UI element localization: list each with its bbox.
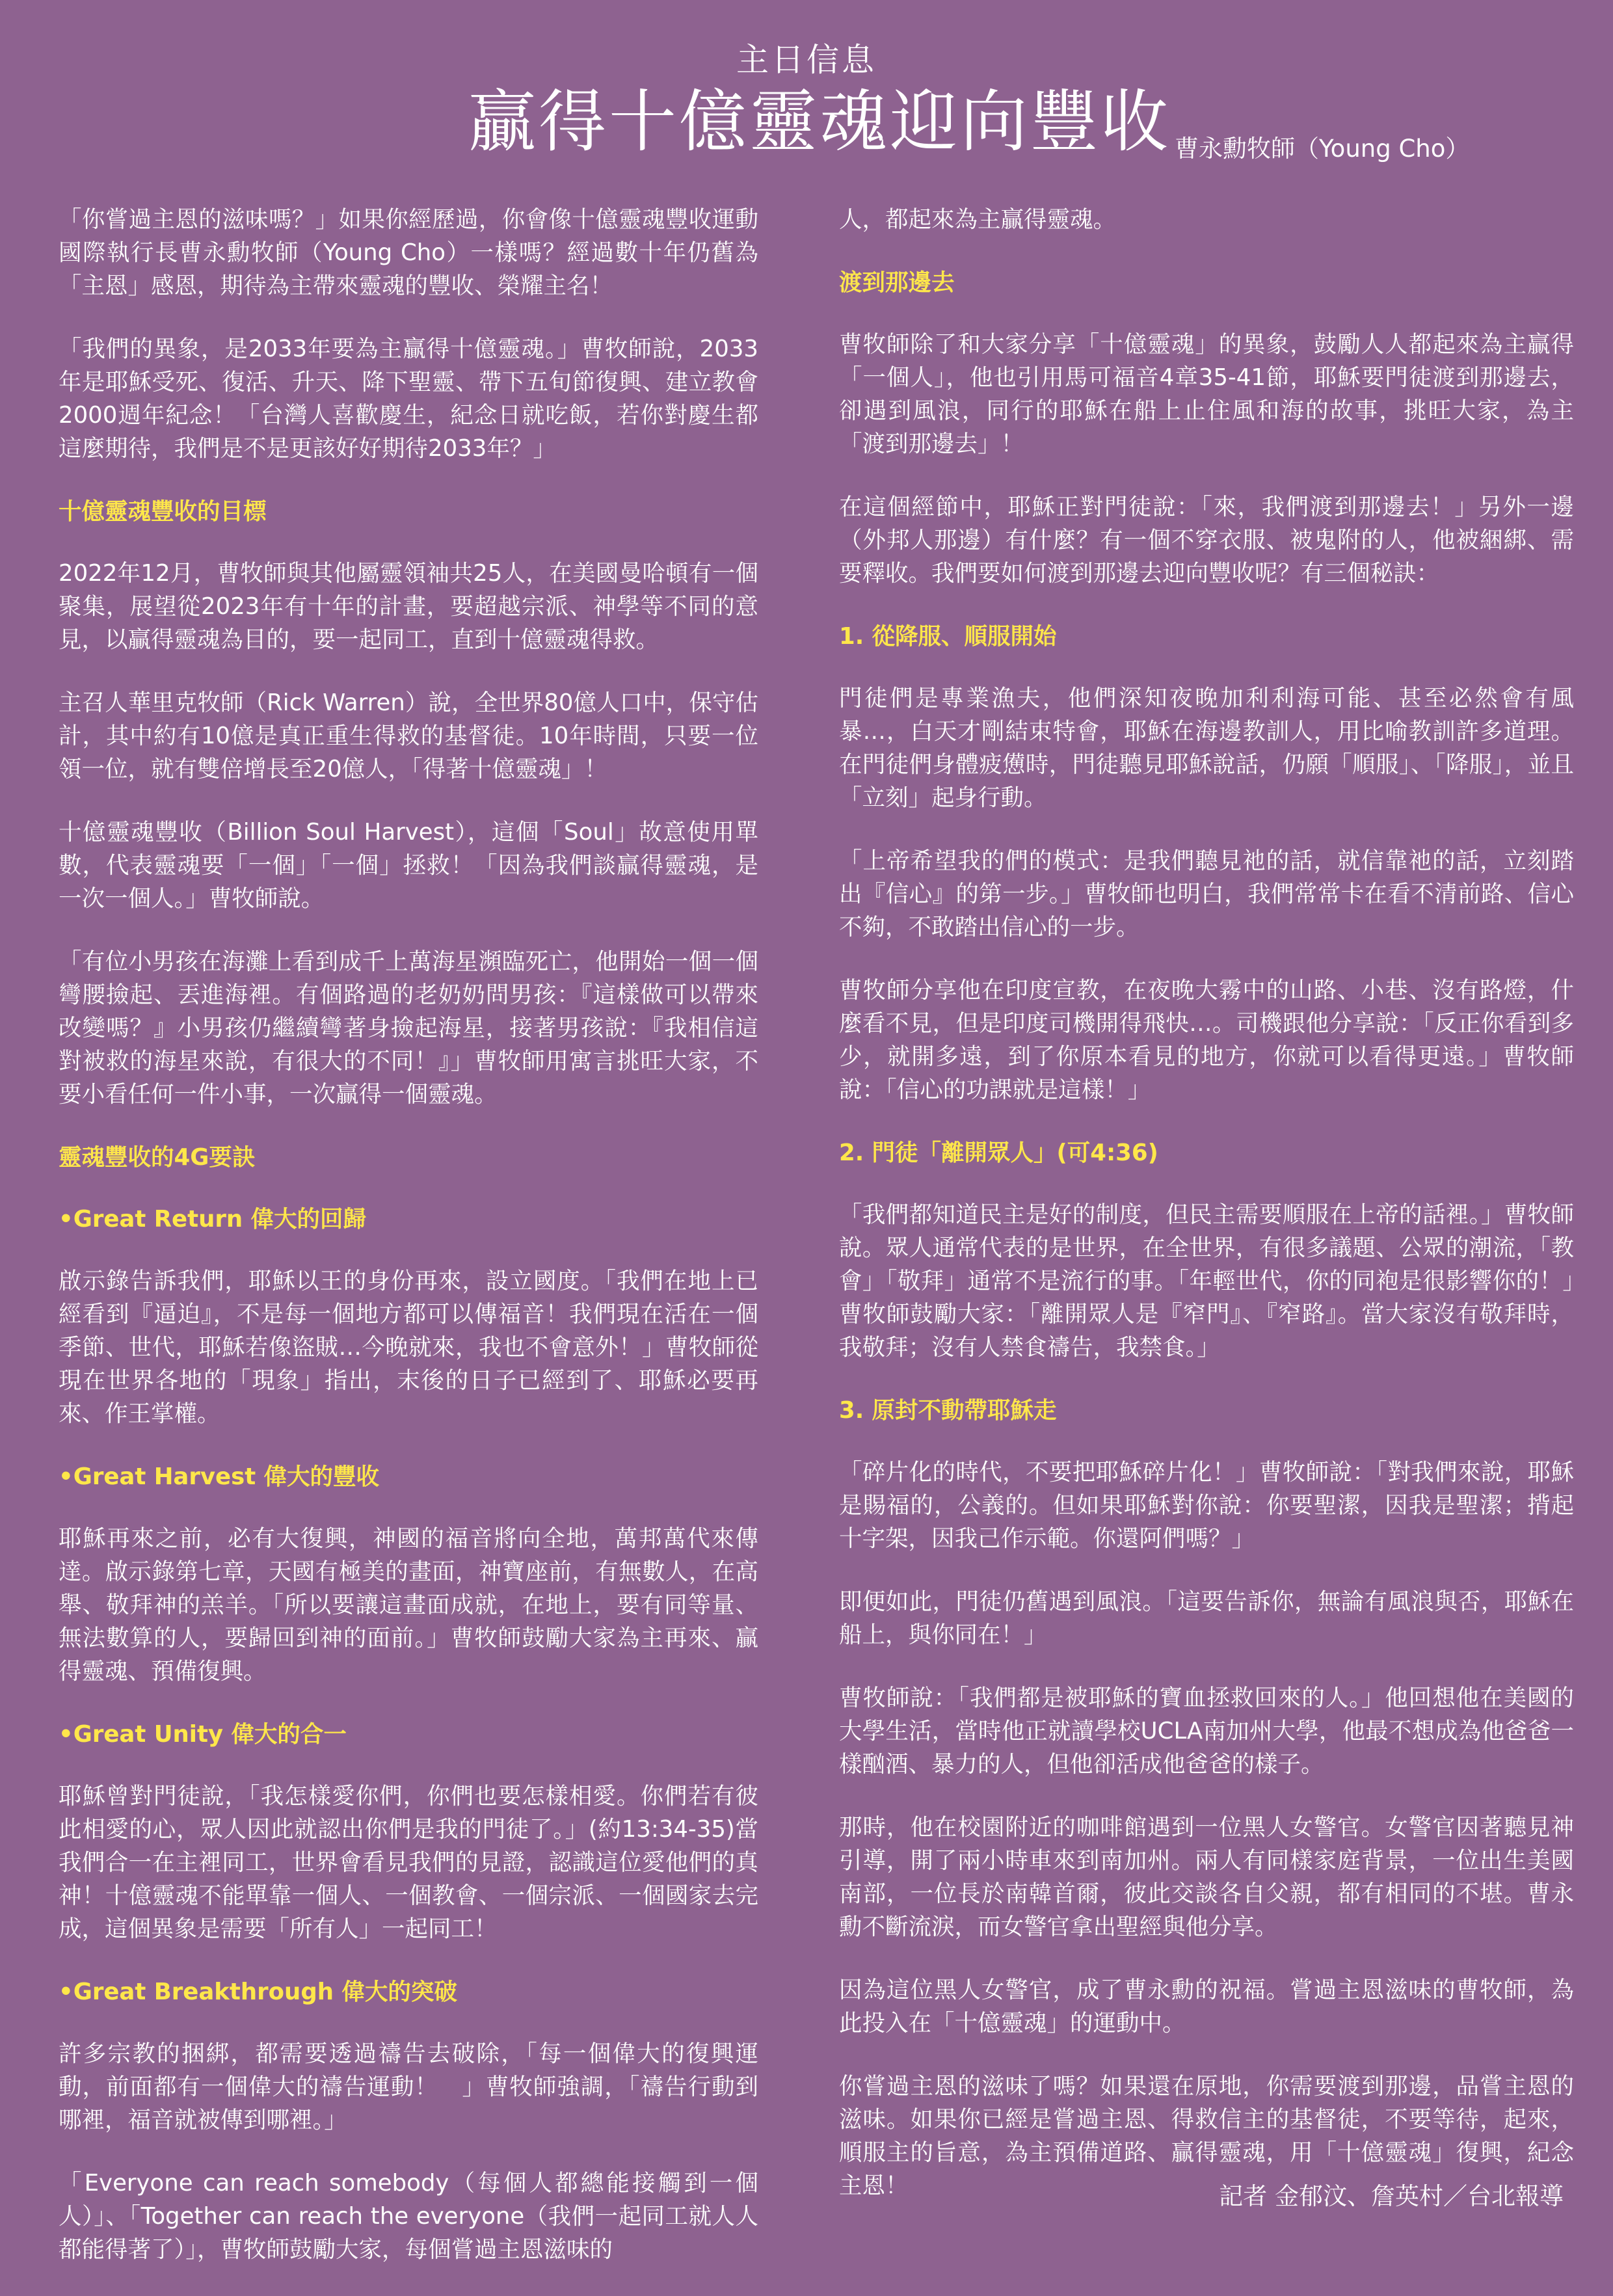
paragraph: 耶穌曾對門徒說，「我怎樣愛你們，你們也要怎樣相愛。你們若有彼此相愛的心，眾人因此就認出你們是我的門徒了。」(約13:34-35)當我們合一在主裡同工，世界會看見我們的見證，認識這位愛他們的真神！十億靈魂不能單靠一個人、一個教會、一個宗派、一個國家去完成，這個異象是需要「所有人」一起同工！ [59,1783,758,1942]
article-header [0,0,1613,182]
subsection-heading: 2. 門徒「離開眾人」(可4:36) [839,1140,1158,1166]
paragraph: 「上帝希望我的們的模式：是我們聽見祂的話，就信靠祂的話，立刻踏出『信心』的第一步。」曹牧師也明白，我們常常卡在看不清前路、信心不夠，不敢踏出信心的一步。 [839,848,1574,941]
paragraph: 「Everyone can reach somebody（每個人都總能接觸到一個人）」、「Together can reach the everyone（我們一起同工就人人都能得著了）」，曹牧師鼓勵大家，每個嘗過主恩滋味的 [59,2170,758,2263]
paragraph: 「你嘗過主恩的滋味嗎？」如果你經歷過，你會像十億靈魂豐收運動國際執行長曹永勳牧師（Young Cho）一樣嗎？經過數十年仍舊為「主恩」感恩，期待為主帶來靈魂的豐收、榮耀主名！ [59,206,758,299]
paragraph: 主召人華里克牧師（Rick Warren）說，全世界80億人口中，保守估計，其中約有10億是真正重生得救的基督徒。10年時間，只要一位領一位，就有雙倍增長至20億人，「得著十億靈魂」！ [59,689,758,782]
paragraph: 曹牧師說：「我們都是被耶穌的寶血拯救回來的人。」他回想他在美國的大學生活，當時他正就讀學校UCLA南加州大學，他最不想成為他爸爸一樣酗酒、暴力的人，但他卻活成他爸爸的樣子。 [839,1685,1574,1778]
paragraph: 即便如此，門徒仍舊遇到風浪。「這要告訴你，無論有風浪與否，耶穌在船上，與你同在！」 [839,1588,1574,1648]
subsection-heading: •Great Harvest 偉大的豐收 [59,1463,380,1490]
section-heading: 十億靈魂豐收的目標 [59,498,267,525]
paragraph: 曹牧師分享他在印度宣教，在夜晚大霧中的山路、小巷、沒有路燈，什麼看不見，但是印度司機開得飛快…。司機跟他分享說：「反正你看到多少，就開多遠，到了你原本看見的地方，你就可以看得更遠。」曹牧師說：「信心的功課就是這樣！」 [839,977,1574,1103]
subsection-heading: •Great Return 偉大的回歸 [59,1206,366,1233]
paragraph: 那時，他在校園附近的咖啡館遇到一位黑人女警官。女警官因著聽見神引導，開了兩小時車來到南加州。兩人有同樣家庭背景，一位出生美國南部，一位長於南韓首爾，彼此交談各自父親，都有相同的不堪。曹永勳不斷流淚，而女警官拿出聖經與他分享。 [839,1814,1574,1940]
paragraph: 耶穌再來之前，必有大復興，神國的福音將向全地，萬邦萬代來傳達。啟示錄第七章，天國有極美的畫面，神寶座前，有無數人，在高舉、敬拜神的羔羊。「所以要讓這畫面成就，在地上，要有同等量、無法數算的人，要歸回到神的面前。」曹牧師鼓勵大家為主再來、贏得靈魂、預備復興。 [59,1525,758,1685]
reporter-credit: 記者 金郁汶、詹英村／台北報導 [1219,2182,1564,2210]
paragraph: 「碎片化的時代，不要把耶穌碎片化！」曹牧師說：「對我們來說，耶穌是賜福的，公義的。但如果耶穌對你說：你要聖潔，因我是聖潔；揹起十字架，因我己作示範。你還阿們嗎？」 [839,1459,1574,1552]
paragraph: 在這個經節中，耶穌正對門徒說：「來，我們渡到那邊去！」另外一邊（外邦人那邊）有什麼？有一個不穿衣服、被鬼附的人，他被綑綁、需要釋收。我們要如何渡到那邊去迎向豐收呢？有三個秘訣： [839,494,1574,587]
paragraph: 「有位小男孩在海灘上看到成千上萬海星瀕臨死亡，他開始一個一個彎腰撿起、丟進海裡。有個路過的老奶奶問男孩：『這樣做可以帶來改變嗎？』小男孩仍繼續彎著身撿起海星，接著男孩說：『我相信這對被救的海星來說，有很大的不同！』」曹牧師用寓言挑旺大家，不要小看任何一件小事，一次贏得一個靈魂。 [59,948,758,1108]
paragraph: 曹牧師除了和大家分享「十億靈魂」的異象，鼓勵人人都起來為主贏得「一個人」，他也引用馬可福音4章35-41節，耶穌要門徒渡到那邊去，卻遇到風浪，同行的耶穌在船上止住風和海的故事，挑旺大家，為主「渡到那邊去」！ [839,331,1574,457]
right-column [839,203,1574,2232]
section-heading: 靈魂豐收的4G要訣 [59,1144,256,1171]
paragraph: 人，都起來為主贏得靈魂。 [839,206,1117,233]
section-kicker: 主日信息 [736,41,877,79]
subsection-heading: •Great Unity 偉大的合一 [59,1721,347,1748]
paragraph: 你嘗過主恩的滋味了嗎？如果還在原地，你需要渡到那邊，品嘗主恩的滋味。如果你已經是嘗過主恩、得救信主的基督徒，不要等待，起來，順服主的旨意，為主預備道路、贏得靈魂，用「十億靈魂」復興，紀念主恩！ [839,2073,1574,2199]
article-title: 贏得十億靈魂迎向豐收 [468,82,1171,161]
section-heading: 渡到那邊去 [839,269,955,296]
subsection-heading: •Great Breakthrough 偉大的突破 [59,1979,457,2005]
paragraph: 「我們的異象，是2033年要為主贏得十億靈魂。」曹牧師說，2033年是耶穌受死、復活、升天、降下聖靈、帶下五旬節復興、建立教會2000週年紀念！「台灣人喜歡慶生，紀念日就吃飯，若你對慶生都這麼期待，我們是不是更該好好期待2033年？」 [59,336,758,462]
paragraph: 「我們都知道民主是好的制度，但民主需要順服在上帝的話裡。」曹牧師說。眾人通常代表的是世界，在全世界，有很多議題、公眾的潮流，「教會」「敬拜」通常不是流行的事。「年輕世代，你的同袍是很影響你的！」曹牧師鼓勵大家：「離開眾人是『窄門』、『窄路』。當大家沒有敬拜時，我敬拜；沒有人禁食禱告，我禁食。」 [839,1201,1574,1361]
subsection-heading: 1. 從降服、順服開始 [839,623,1057,650]
paragraph: 十億靈魂豐收（Billion Soul Harvest），這個「Soul」故意使用單數，代表靈魂要「一個」「一個」拯救！「因為我們談贏得靈魂，是一次一個人。」曹牧師說。 [59,819,758,912]
paragraph: 許多宗教的捆綁，都需要透過禱告去破除，「每一個偉大的復興運動，前面都有一個偉大的禱告運動！ 」曹牧師強調，「禱告行動到哪裡，福音就被傳到哪裡。」 [59,2040,758,2133]
paragraph: 2022年12月，曹牧師與其他屬靈領袖共25人，在美國曼哈頓有一個聚集，展望從2023年有十年的計畫，要超越宗派、神學等不同的意見，以贏得靈魂為目的，要一起同工，直到十億靈魂得救。 [59,560,758,653]
paragraph: 因為這位黑人女警官，成了曹永勳的祝福。嘗過主恩滋味的曹牧師，為此投入在「十億靈魂」的運動中。 [839,1977,1574,2036]
article-author: 曹永勳牧師（Young Cho） [1175,135,1470,163]
paragraph: 啟示錄告訴我們，耶穌以王的身份再來，設立國度。「我們在地上已經看到『逼迫』，不是每一個地方都可以傳福音！我們現在活在一個季節、世代，耶穌若像盜賊…今晚就來，我也不會意外！」曹牧師從現在世界各地的「現象」指出，末後的日子已經到了、耶穌必要再來、作王掌權。 [59,1268,758,1427]
left-column [59,203,758,2296]
paragraph: 門徒們是專業漁夫，他們深知夜晚加利利海可能、甚至必然會有風暴…，白天才剛結束特會，耶穌在海邊教訓人，用比喻教訓許多道理。在門徒們身體疲憊時，門徒聽見耶穌說話，仍願「順服」、「降服」，並且「立刻」起身行動。 [839,685,1574,811]
subsection-heading: 3. 原封不動帶耶穌走 [839,1397,1057,1424]
